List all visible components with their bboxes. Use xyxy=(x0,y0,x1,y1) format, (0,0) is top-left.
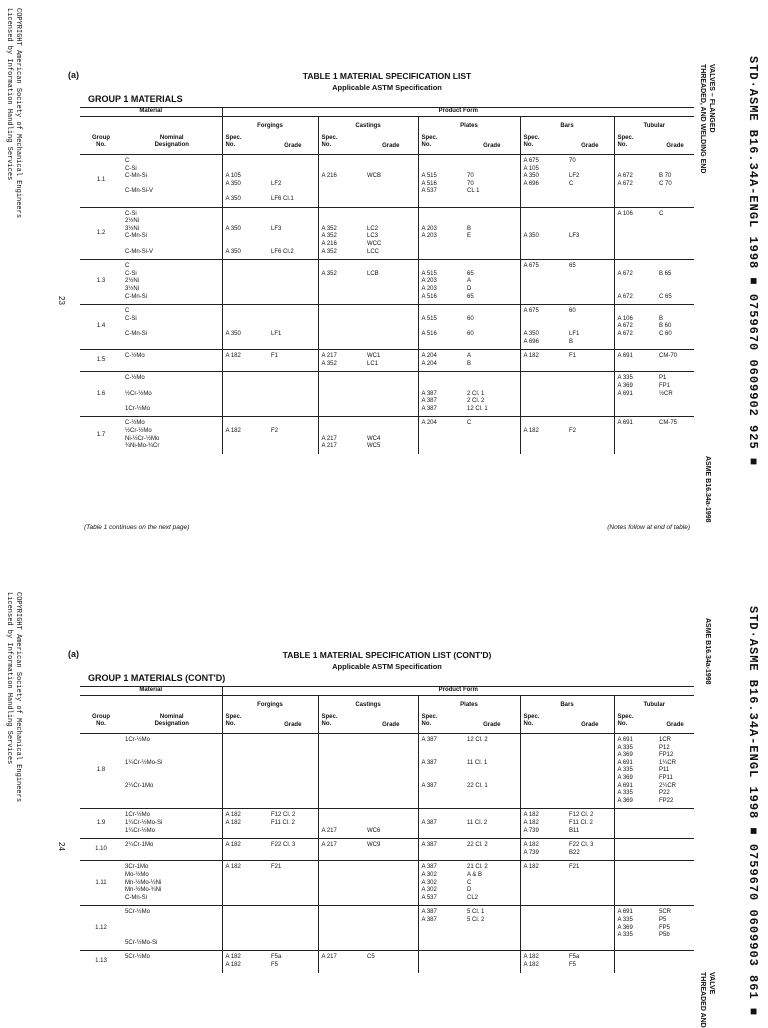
plates-spec: A 387 A 302 A 302 A 302 A 537 xyxy=(418,861,464,906)
spec-no-header: Spec. No. xyxy=(318,710,364,734)
table-row xyxy=(80,809,694,839)
material-header: Material xyxy=(80,687,222,696)
bars-spec: A 182 xyxy=(520,417,566,454)
bars-spec: A 182 A 182 A 739 xyxy=(520,809,566,839)
forgings-spec xyxy=(222,734,268,809)
forgings-spec: A 182 A 182 xyxy=(222,951,268,973)
plates-spec: A 515 A 516 A 537 xyxy=(418,155,464,208)
spec-table-top xyxy=(80,107,694,454)
tubular-grade: P1 FP1 ½CR xyxy=(656,372,694,417)
forgings-grade: LF3 LF6 Cl.2 xyxy=(268,207,318,260)
plates-spec: A 204 xyxy=(418,417,464,454)
bars-grade: 65 xyxy=(566,260,614,305)
plates-grade: 22 Cl. 2 xyxy=(464,839,520,861)
group-number: 1.4 xyxy=(80,305,122,350)
forgings-grade: LF2 LF6 Cl.1 xyxy=(268,155,318,208)
bars-spec: A 182 A 182 xyxy=(520,951,566,973)
plates-spec: A 387 xyxy=(418,839,464,861)
group-number: 1.7 xyxy=(80,417,122,454)
forgings-spec: A 182 xyxy=(222,350,268,372)
castings-spec: A 217 A 352 xyxy=(318,350,364,372)
tubular-grade: 1CR P12 FP12 1¼CR P11 FP11 2¼CR P22 FP22 xyxy=(656,734,694,809)
castings-grade: WC6 xyxy=(364,809,418,839)
plates-spec: A 515 A 516 xyxy=(418,305,464,350)
group-no-header: Group No. xyxy=(80,131,122,155)
forgings-header: Forgings xyxy=(222,116,318,131)
nominal-designation: C-½Mo ½Cr-½Mo Ni-½Cr-½Mo ¾Ni-Mo-¾Cr xyxy=(122,417,222,454)
std-header-top: STD·ASME B16.34A-ENGL 1998 ■ 0759670 0609902 925 ■ xyxy=(746,56,760,467)
castings-spec: A 217 xyxy=(318,951,364,973)
table-page-bottom xyxy=(62,645,712,1024)
product-form-header: Product Form xyxy=(222,108,694,117)
forgings-spec: A 105 A 350 A 350 xyxy=(222,155,268,208)
tubular-grade: 5CR P5 FP5 P5b xyxy=(656,906,694,951)
forgings-spec: A 350 xyxy=(222,305,268,350)
page-number-top: 23 xyxy=(57,296,66,305)
table-row xyxy=(80,372,694,417)
nominal-designation: 5Cr-½Mo xyxy=(122,951,222,973)
forgings-grade xyxy=(268,734,318,809)
table-row xyxy=(80,861,694,906)
castings-spec: A 217 xyxy=(318,839,364,861)
group-number: 1.2 xyxy=(80,207,122,260)
grade-header: Grade xyxy=(566,710,614,734)
spec-no-header: Spec. No. xyxy=(614,131,656,155)
castings-grade: C5 xyxy=(364,951,418,973)
grade-header: Grade xyxy=(364,131,418,155)
forgings-grade: F21 xyxy=(268,861,318,906)
bars-grade: F5a F5 xyxy=(566,951,614,973)
tubular-spec: A 691 xyxy=(614,417,656,454)
plates-grade xyxy=(464,951,520,973)
tubular-grade xyxy=(656,951,694,973)
plates-grade: 60 60 xyxy=(464,305,520,350)
forgings-spec xyxy=(222,260,268,305)
nominal-designation: C C-Si C-Mn-Si xyxy=(122,305,222,350)
group-number: 1.12 xyxy=(80,906,122,951)
table-subtitle: Applicable ASTM Specification xyxy=(332,662,442,671)
copyright-line: Licensed by Information Handling Services xyxy=(5,8,13,181)
forgings-header: Forgings xyxy=(222,695,318,710)
nominal-designation: 3Cr-1Mo Mo-½Mo Mn-½Mo-½Ni Mn-½Mo-¾Ni C-Mn-Si xyxy=(122,861,222,906)
castings-spec: A 352 xyxy=(318,260,364,305)
table-row xyxy=(80,839,694,861)
group-number: 1.13 xyxy=(80,951,122,973)
plates-grade: 5 Cl. 1 5 Cl. 2 xyxy=(464,906,520,951)
grade-header: Grade xyxy=(464,131,520,155)
forgings-grade: F1 xyxy=(268,350,318,372)
spec-no-header: Spec. No. xyxy=(418,131,464,155)
plates-grade: 11 Cl. 2 xyxy=(464,809,520,839)
tubular-grade: B B 60 C 60 xyxy=(656,305,694,350)
tubular-header: Tubular xyxy=(614,695,694,710)
castings-grade: LCB xyxy=(364,260,418,305)
forgings-grade: F2 xyxy=(268,417,318,454)
tubular-spec: A 691 A 335 A 369 A 691 A 335 A 369 A 691 A 335 A 369 xyxy=(614,734,656,809)
nominal-header: Nominal Designation xyxy=(122,131,222,155)
tubular-spec: A 106 xyxy=(614,207,656,260)
plates-grade: B E xyxy=(464,207,520,260)
castings-spec: A 352 A 352 A 216 A 352 xyxy=(318,207,364,260)
bars-spec: A 675 xyxy=(520,260,566,305)
spec-no-header: Spec. No. xyxy=(222,131,268,155)
nominal-designation: C-Si 2½Ni 3½Ni C-Mn-Si C-Mn-Si-V xyxy=(122,207,222,260)
castings-grade xyxy=(364,734,418,809)
nominal-designation: C C-Si C-Mn-Si C-Mn-Si-V xyxy=(122,155,222,208)
bars-grade: 70 LF2 C xyxy=(566,155,614,208)
group-number: 1.3 xyxy=(80,260,122,305)
tubular-spec: A 672 A 672 xyxy=(614,260,656,305)
bars-grade xyxy=(566,372,614,417)
bars-spec xyxy=(520,734,566,809)
castings-spec: A 217 xyxy=(318,809,364,839)
forgings-grade: LF1 xyxy=(268,305,318,350)
notes-reference: (Notes follow at end of table) xyxy=(607,524,690,531)
table-title: TABLE 1 MATERIAL SPECIFICATION LIST xyxy=(302,71,472,81)
plates-grade: 65 A D 65 xyxy=(464,260,520,305)
tubular-header: Tubular xyxy=(614,116,694,131)
grade-header: Grade xyxy=(268,131,318,155)
spec-no-header: Spec. No. xyxy=(222,710,268,734)
castings-spec xyxy=(318,372,364,417)
copyright-notice-bottom xyxy=(4,592,22,802)
forgings-spec xyxy=(222,906,268,951)
castings-spec: A 216 xyxy=(318,155,364,208)
plates-header: Plates xyxy=(418,116,520,131)
plates-grade: 21 Cl. 2 A & B C D CL2 xyxy=(464,861,520,906)
table-subtitle: Applicable ASTM Specification xyxy=(332,83,442,92)
std-header-bottom: STD·ASME B16.34A-ENGL 1998 ■ 0759670 0609903 861 ■ xyxy=(746,606,760,1017)
forgings-spec: A 350 A 350 xyxy=(222,207,268,260)
table-row xyxy=(80,260,694,305)
plates-spec: A 387 xyxy=(418,809,464,839)
nominal-designation: 1Cr-½Mo 1¼Cr-½Mo-Si 2¼Cr-1Mo xyxy=(122,734,222,809)
bars-spec: A 182 xyxy=(520,861,566,906)
plates-spec: A 387 A 387 xyxy=(418,906,464,951)
table-row xyxy=(80,734,694,809)
running-header-line: THREADED, AND WELDING END xyxy=(699,64,706,174)
forgings-grade: F12 Cl. 2 F11 Cl. 2 xyxy=(268,809,318,839)
plates-spec: A 515 A 203 A 203 A 516 xyxy=(418,260,464,305)
bars-spec: A 675 A 105 A 350 A 696 xyxy=(520,155,566,208)
castings-grade xyxy=(364,305,418,350)
bars-grade: LF3 xyxy=(566,207,614,260)
grade-header: Grade xyxy=(364,710,418,734)
plates-spec: A 387 A 387 A 387 xyxy=(418,734,464,809)
copyright-line: COPYRIGHT American Society of Mechanical Engineers xyxy=(14,592,22,803)
plates-grade: 70 70 CL 1 xyxy=(464,155,520,208)
bars-grade: F1 xyxy=(566,350,614,372)
nominal-header: Nominal Designation xyxy=(122,710,222,734)
running-header-line: VALVES – FLANGED xyxy=(708,64,715,133)
grade-header: Grade xyxy=(268,710,318,734)
plates-grade: C xyxy=(464,417,520,454)
forgings-grade: F22 Cl. 3 xyxy=(268,839,318,861)
spec-table-bottom xyxy=(80,686,694,973)
material-header: Material xyxy=(80,108,222,117)
forgings-grade xyxy=(268,372,318,417)
tubular-grade: CM-75 xyxy=(656,417,694,454)
bars-spec: A 350 xyxy=(520,207,566,260)
plates-spec: A 203 A 203 xyxy=(418,207,464,260)
forgings-grade: F5a F5 xyxy=(268,951,318,973)
forgings-spec: A 182 A 182 xyxy=(222,809,268,839)
bars-grade: F21 xyxy=(566,861,614,906)
group-heading: GROUP 1 MATERIALS xyxy=(88,94,183,104)
nominal-designation: C-½Mo ½Cr-½Mo 1Cr-½Mo xyxy=(122,372,222,417)
grade-header: Grade xyxy=(656,131,694,155)
table-row xyxy=(80,305,694,350)
group-no-header: Group No. xyxy=(80,710,122,734)
table-row xyxy=(80,207,694,260)
nominal-designation: C C-Si 2½Ni 3½Ni C-Mn-Si xyxy=(122,260,222,305)
forgings-grade xyxy=(268,906,318,951)
group-number: 1.9 xyxy=(80,809,122,839)
plates-grade: 12 Cl. 2 11 Cl. 1 22 Cl. 1 xyxy=(464,734,520,809)
running-header-line: THREADED AND xyxy=(699,972,706,1028)
castings-spec xyxy=(318,734,364,809)
tubular-grade xyxy=(656,809,694,839)
tubular-spec xyxy=(614,839,656,861)
spec-no-header: Spec. No. xyxy=(318,131,364,155)
bars-spec xyxy=(520,906,566,951)
castings-grade xyxy=(364,861,418,906)
tubular-spec: A 106 A 672 A 672 xyxy=(614,305,656,350)
castings-grade xyxy=(364,372,418,417)
bars-spec: A 675 A 350 A 696 xyxy=(520,305,566,350)
forgings-grade xyxy=(268,260,318,305)
bars-header: Bars xyxy=(520,116,614,131)
bars-grade: F2 xyxy=(566,417,614,454)
plates-header: Plates xyxy=(418,695,520,710)
castings-spec: A 217 A 217 xyxy=(318,417,364,454)
group-number: 1.6 xyxy=(80,372,122,417)
bars-spec xyxy=(520,372,566,417)
table-page-top xyxy=(62,66,712,536)
castings-grade: WCB xyxy=(364,155,418,208)
castings-grade: LC2 LC3 WCC LCC xyxy=(364,207,418,260)
spec-no-header: Spec. No. xyxy=(418,710,464,734)
standard-id-top: ASME B16.34a-1998 xyxy=(704,456,711,523)
bars-header: Bars xyxy=(520,695,614,710)
bars-spec: A 182 A 739 xyxy=(520,839,566,861)
bars-grade: F22 Cl. 3 B22 xyxy=(566,839,614,861)
tubular-grade xyxy=(656,839,694,861)
bars-grade: F12 Cl. 2 F11 Cl. 2 B11 xyxy=(566,809,614,839)
grade-header: Grade xyxy=(464,710,520,734)
forgings-spec: A 182 xyxy=(222,839,268,861)
nominal-designation: 1Cr-½Mo 1¼Cr-½Mo-Si 1¼Cr-½Mo xyxy=(122,809,222,839)
plates-spec: A 387 A 387 A 387 xyxy=(418,372,464,417)
castings-spec xyxy=(318,861,364,906)
grade-header: Grade xyxy=(566,131,614,155)
product-form-header: Product Form xyxy=(222,687,694,696)
castings-grade: WC9 xyxy=(364,839,418,861)
copyright-notice-top xyxy=(4,8,22,218)
castings-grade: WC1 LC1 xyxy=(364,350,418,372)
tubular-spec xyxy=(614,861,656,906)
part-label: (a) xyxy=(68,70,79,80)
tubular-spec: A 691 xyxy=(614,350,656,372)
spec-no-header: Spec. No. xyxy=(520,131,566,155)
nominal-designation: C-½Mo xyxy=(122,350,222,372)
tubular-grade: CM-70 xyxy=(656,350,694,372)
copyright-line: Licensed by Information Handling Services xyxy=(5,592,13,765)
group-heading: GROUP 1 MATERIALS (CONT'D) xyxy=(88,673,226,683)
bars-grade xyxy=(566,734,614,809)
forgings-spec xyxy=(222,372,268,417)
spec-no-header: Spec. No. xyxy=(614,710,656,734)
table-row xyxy=(80,417,694,454)
bars-grade: 60 LF1 B xyxy=(566,305,614,350)
group-number: 1.10 xyxy=(80,839,122,861)
running-header-line: VALVE xyxy=(708,972,715,995)
table-row xyxy=(80,155,694,208)
tubular-spec: A 672 A 672 xyxy=(614,155,656,208)
castings-spec xyxy=(318,305,364,350)
plates-spec: A 204 A 204 xyxy=(418,350,464,372)
table-row xyxy=(80,951,694,973)
group-number: 1.8 xyxy=(80,734,122,809)
table-row xyxy=(80,350,694,372)
tubular-spec xyxy=(614,951,656,973)
tubular-spec: A 691 A 335 A 369 A 335 xyxy=(614,906,656,951)
tubular-spec xyxy=(614,809,656,839)
grade-header: Grade xyxy=(656,710,694,734)
castings-spec xyxy=(318,906,364,951)
nominal-designation: 2¼Cr-1Mo xyxy=(122,839,222,861)
spec-no-header: Spec. No. xyxy=(520,710,566,734)
tubular-grade xyxy=(656,861,694,906)
castings-grade: WC4 WC5 xyxy=(364,417,418,454)
castings-header: Castings xyxy=(318,695,418,710)
table-row xyxy=(80,906,694,951)
part-label: (a) xyxy=(68,649,79,659)
bars-spec: A 182 xyxy=(520,350,566,372)
tubular-grade: C xyxy=(656,207,694,260)
tubular-spec: A 335 A 369 A 691 xyxy=(614,372,656,417)
plates-grade: A B xyxy=(464,350,520,372)
group-number: 1.11 xyxy=(80,861,122,906)
plates-grade: 2 Cl. 1 2 Cl. 2 12 Cl. 1 xyxy=(464,372,520,417)
copyright-line: COPYRIGHT American Society of Mechanical Engineers xyxy=(14,8,22,219)
group-number: 1.1 xyxy=(80,155,122,208)
forgings-spec: A 182 xyxy=(222,417,268,454)
forgings-spec: A 182 xyxy=(222,861,268,906)
page-number-bottom: 24 xyxy=(57,842,66,851)
castings-header: Castings xyxy=(318,116,418,131)
standard-id-bottom: ASME B16.34a-1998 xyxy=(704,618,711,685)
group-number: 1.5 xyxy=(80,350,122,372)
bars-grade xyxy=(566,906,614,951)
continuation-note: (Table 1 continues on the next page) xyxy=(84,524,190,531)
table-title: TABLE 1 MATERIAL SPECIFICATION LIST (CONT'D) xyxy=(282,650,492,660)
tubular-grade: B 65 C 65 xyxy=(656,260,694,305)
plates-spec xyxy=(418,951,464,973)
tubular-grade: B 70 C 70 xyxy=(656,155,694,208)
castings-grade xyxy=(364,906,418,951)
nominal-designation: 5Cr-½Mo 5Cr-½Mo-Si xyxy=(122,906,222,951)
